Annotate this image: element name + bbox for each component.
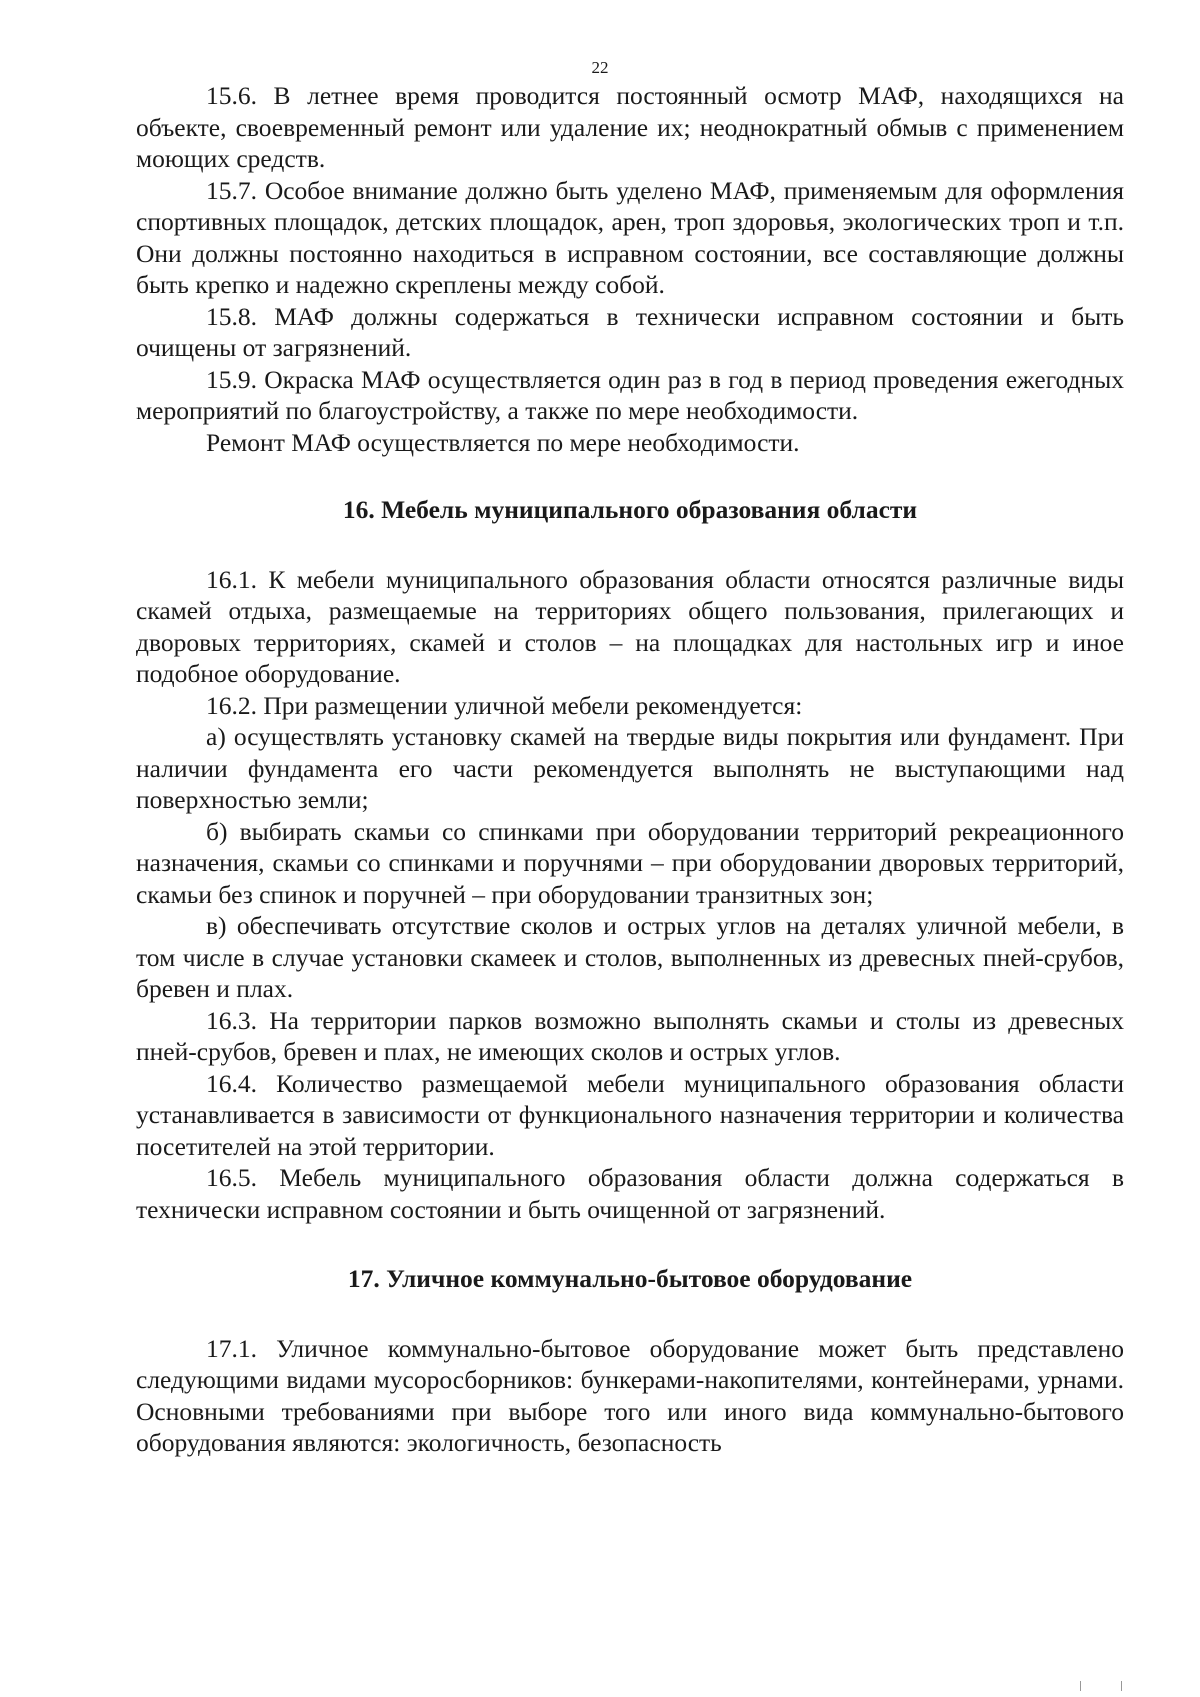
scan-artifact-mark [1080,1681,1122,1691]
paragraph-16-3: 16.3. На территории парков возможно выполнять скамьи и столы из древесных пней-срубов, бревен и плах, не имеющих сколов и острых углов. [136,1005,1124,1066]
page-number: 22 [591,58,609,77]
paragraph-16-2-c: в) обеспечивать отсутствие сколов и острых углов на деталях уличной мебели, в том числе в случае установки скамеек и столов, выполненных из древесных пней-срубов, бревен и плах. [136,911,1124,1003]
paragraph-16-2-b: б) выбирать скамьи со спинками при оборудовании территорий рекреационного назначения, скамьи со спинками и поручнями – при оборудовании дворовых территорий, скамьи без спинок и поручней – при оборудовании транзитных зон; [136,816,1124,909]
paragraph-15-8: 15.8. МАФ должны содержаться в технически исправном состоянии и быть очищены от загрязнений. [136,301,1124,362]
document-body [136,80,1124,1459]
paragraph-15-9-repair: Ремонт МАФ осуществляется по мере необходимости. [206,427,800,457]
paragraph-16-2: 16.2. При размещении уличной мебели рекомендуется: [206,690,803,720]
paragraph-16-5: 16.5. Мебель муниципального образования области должна содержаться в технически исправном состоянии и быть очищенной от загрязнений. [136,1163,1124,1224]
section-17-heading: 17. Уличное коммунально-бытовое оборудование [347,1264,913,1293]
paragraph-15-6: 15.6. В летнее время проводится постоянный осмотр МАФ, находящихся на объекте, своевременный ремонт или удаление их; неоднократный обмыв с применением моющих средств. [136,81,1124,173]
paragraph-16-1: 16.1. К мебели муниципального образования области относятся различные виды скамей отдыха, размещаемые на территориях общего пользования, прилегающих и дворовых территориях, скамей и столов – на площадках для настольных игр и иное подобное оборудование. [136,564,1124,688]
section-16-heading: 16. Мебель муниципального образования области [342,495,918,524]
paragraph-15-7: 15.7. Особое внимание должно быть уделено МАФ, применяемым для оформления спортивных площадок, детских площадок, арен, троп здоровья, экологических троп и т.п. Они должны постоянно находиться в исправном состоянии, все составляющие должны быть крепко и надежно скреплены между собой. [136,175,1124,299]
paragraph-16-2-a: а) осуществлять установку скамей на твердые виды покрытия или фундамент. При наличии фундамента его части рекомендуется выполнять не выступающими над поверхностью земли; [136,722,1124,814]
paragraph-17-1: 17.1. Уличное коммунально-бытовое оборудование может быть представлено следующими видами мусоросборников: бункерами-накопителями, контейнерами, урнами. Основными требованиями при выборе того или иного вида коммунально-бытового оборудования являются: экологичность, безопасность [136,1333,1124,1457]
paragraph-16-4: 16.4. Количество размещаемой мебели муниципального образования области устанавливается в зависимости от функционального назначения территории и количества посетителей на этой территории. [136,1068,1124,1161]
paragraph-15-9: 15.9. Окраска МАФ осуществляется один раз в год в период проведения ежегодных мероприятий по благоустройству, а также по мере необходимости. [136,364,1124,425]
